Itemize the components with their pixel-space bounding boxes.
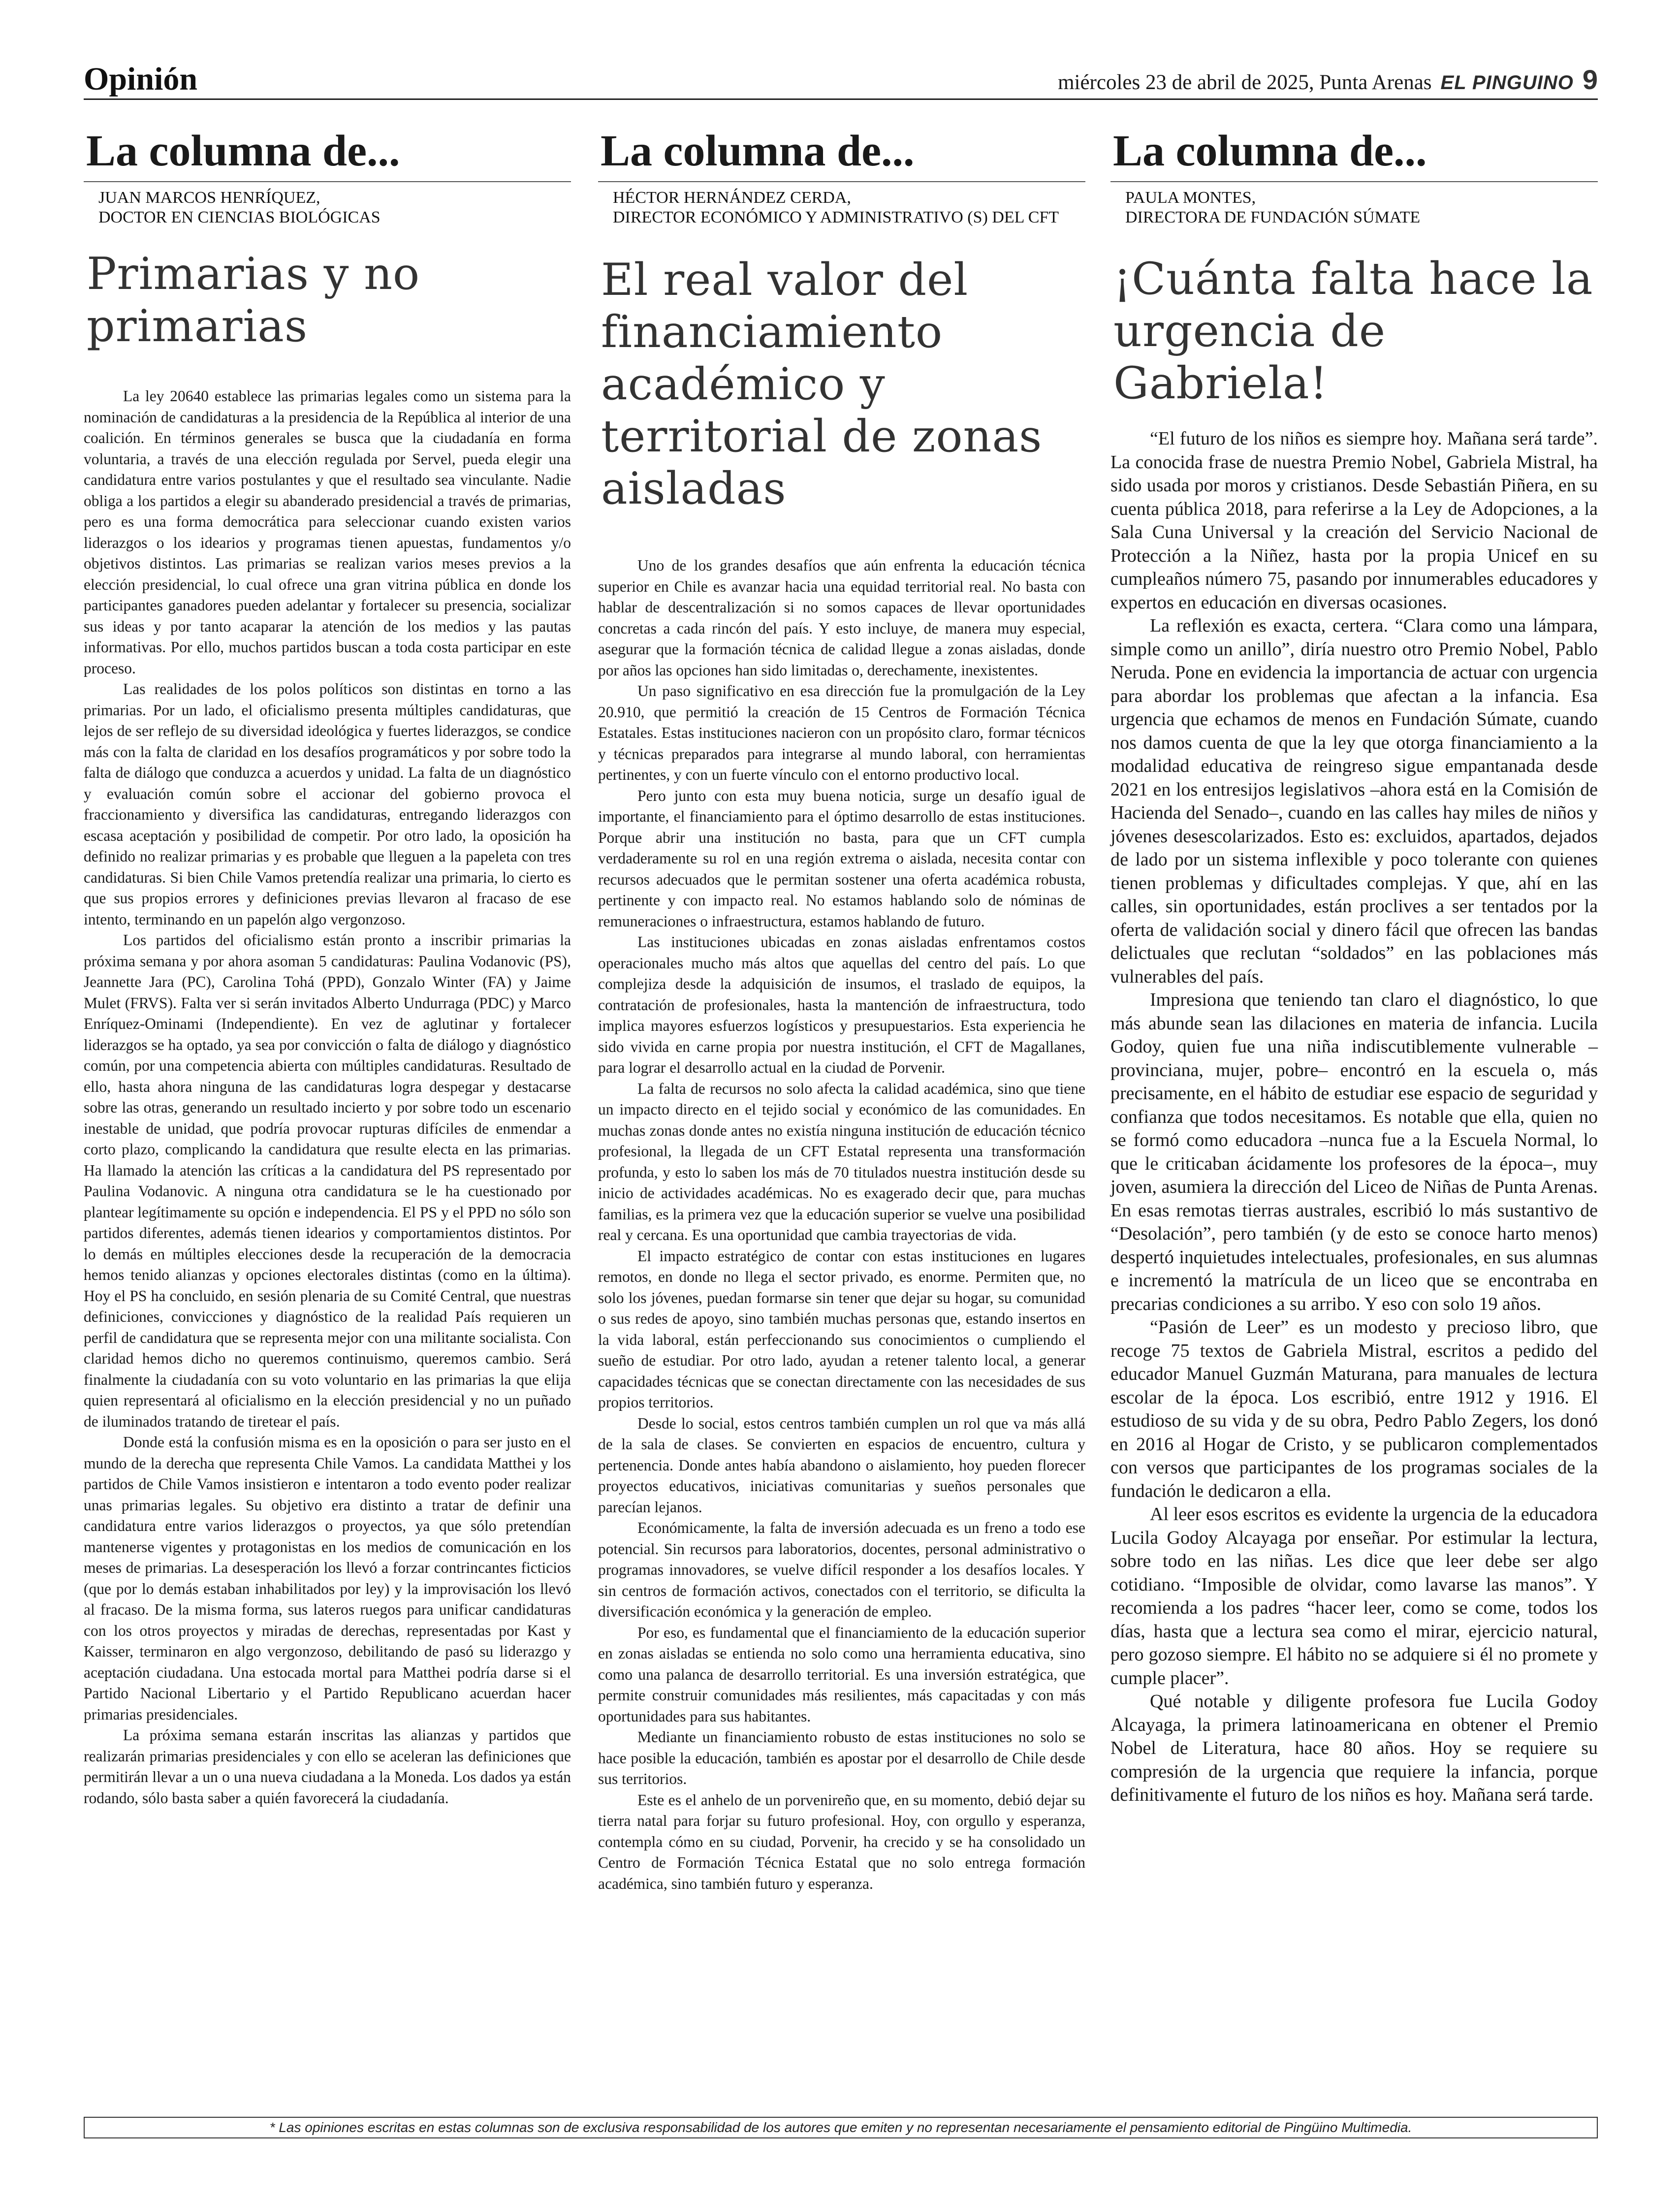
article-paragraph: Al leer esos escritos es evidente la urgencia de la educadora Lucila Godoy Alcayaga por enseñar. Por estimular la lectura, sobre todo en las niñas. Les dice que leer debe ser algo cotidiano. “Imposible de olvidar, como lavarse las manos”. Y recomienda a los padres “hacer leer, como se come, todos los días, hasta que a lectura sea como el mirar, ejercicio natural, pero gozoso siempre. El hábito no se adquiere si él no promete y cumple placer”. <box>1110 1504 1598 1688</box>
page-number: 9 <box>1582 64 1598 95</box>
author-block <box>1110 188 1598 227</box>
article-paragraph: Este es el anhelo de un porvenireño que, en su momento, debió dejar su tierra natal para forjar su futuro profesional. Hoy, con orgullo y esperanza, contempla cómo en su ciudad, Porvenir, ha crecido y se ha consolidado un Centro de Formación Técnica Estatal que no solo entrega formación académica, sino también futuro y esperanza. <box>598 1791 1085 1892</box>
author-block <box>84 188 571 227</box>
date-location: miércoles 23 de abril de 2025, Punta Arenas <box>1058 71 1432 94</box>
article-body <box>84 386 571 1809</box>
article-paragraph: La ley 20640 establece las primarias legales como un sistema para la nominación de candidaturas a la presidencia de la República al interior de una coalición. En términos generales se busca que la ciudadanía en forma voluntaria, a través de una elección regulada por Servel, pueda elegir una candidatura entre varios postulantes y que el resultado sea vinculante. Nadie obliga a los partidos a elegir su abanderado presidencial a través de primarias, pero es una forma democrática para seleccionar cuando existen varios liderazgos o los idearios y programas tienen apuestas, fundamentos y/o objetivos distintos. Las primarias se realizan varios meses previos a la elección presidencial, lo cual ofrece una gran vitrina pública en donde los participantes ganadores pueden adelantar y fortalecer su presencia, socializar sus ideas y por tanto acaparar la atención de los medios y las pautas informativas. Por ello, muchos partidos buscan a toda costa participar en este proceso. <box>84 387 571 677</box>
article-paragraph: Los partidos del oficialismo están pronto a inscribir primarias la próxima semana y por ahora asoman 5 candidaturas: Paulina Vodanovic (PS), Jeannette Jara (PC), Carolina Tohá (PPD), Gonzalo Winter (FA) y Jaime Mulet (FRVS). Falta ver si serán invitados Alberto Undurraga (PDC) y Marco Enríquez-Ominami (Independiente). En vez de aglutinar y fortalecer liderazgos se ha optado, ya sea por convicción o falta de diálogo y diagnóstico común, por una competencia abierta con múltiples candidaturas. Resultado de ello, hasta ahora ninguna de las candidaturas logra despegar y destacarse sobre las otras, generando un resultado incierto y por sobre todo un escenario inestable de unidad, que podría provocar rupturas difíciles de enmendar a corto plazo, complicando la candidatura que resulte electa en las primarias. Ha llamado la atención las críticas a la candidatura del PS representado por Paulina Vodanovic. A ninguna otra candidatura se le ha cuestionado por plantear legítimamente su opción e independencia. El PS y el PPD no sólo son partidos diferentes, además tienen idearios y comportamientos distintos. Por lo demás en múltiples elecciones desde la recuperación de la democracia hemos tenido alianzas y opciones electorales distintas (como en la última). Hoy el PS ha concluido, en sesión plenaria de su Comité Central, que nuestras definiciones, convicciones y diagnóstico de la realidad País requieren un perfil de candidatura que se representa mejor con una militante socialista. Con claridad hemos dicho no queremos continuismo, queremos cambio. Será finalmente la ciudadanía con su voto voluntario en las primarias la que elija quien representará al oficialismo en la elección presidencial y no un puñado de iluminados tratando de tiretear el país. <box>84 931 571 1430</box>
article-body <box>1110 427 1598 1807</box>
article-title: ¡Cuánta falta hace la urgencia de Gabriela! <box>1113 253 1593 409</box>
column-kicker: La columna de... <box>84 129 571 182</box>
article-title: El real valor del financiamiento académico y territorial de zonas aisladas <box>601 254 1043 514</box>
article-paragraph: Las instituciones ubicadas en zonas aisladas enfrentamos costos operacionales mucho más altos que aquellas del centro del país. Lo que complejiza desde la adquisición de insumos, el traslado de equipos, la contratación de profesionales, hasta la mantención de infraestructura, todo implica mayores esfuerzos logísticos y presupuestarios. Esta experiencia he sido vivida en carne propia por nuestra institución, el CFT de Magallanes, para lograr el desarrollo actual en la ciudad de Porvenir. <box>598 933 1085 1076</box>
column-kicker: La columna de... <box>1110 129 1598 182</box>
author-name: JUAN MARCOS HENRÍQUEZ, <box>98 189 320 207</box>
author-name: PAULA MONTES, <box>1125 189 1256 207</box>
column-3 <box>1110 129 1598 1807</box>
author-name: HÉCTOR HERNÁNDEZ CERDA, <box>613 189 851 207</box>
column-2 <box>598 129 1085 1894</box>
article-paragraph: Por eso, es fundamental que el financiamiento de la educación superior en zonas aisladas se entienda no solo como una herramienta educativa, sino como una palanca de desarrollo territorial. Es una inversión estratégica, que permite construir comunidades más resilientes, más capacitadas y con más oportunidades para sus habitantes. <box>598 1624 1085 1725</box>
author-role: DIRECTOR ECONÓMICO Y ADMINISTRATIVO (S) DEL CFT <box>613 208 1059 226</box>
article-paragraph: Un paso significativo en esa dirección fue la promulgación de la Ley 20.910, que permitió la creación de 15 Centros de Formación Técnica Estatales. Estas instituciones nacieron con un propósito claro, formar técnicos y técnicas preparados para integrarse al mundo laboral, con herramientas pertinentes, y con un fuerte vínculo con el entorno productivo local. <box>598 682 1085 783</box>
article-paragraph: Pero junto con esta muy buena noticia, surge un desafío igual de importante, el financiamiento para el óptimo desarrollo de estas instituciones. Porque abrir una institución no basta, para que un CFT cumpla verdaderamente su rol en una región extrema o aislada, necesita contar con recursos adecuados que le permitan sostener una oferta académica robusta, pertinente y con impacto real. No estamos hablando solo de nóminas de remuneraciones o infraestructura, estamos hablando de futuro. <box>598 787 1085 930</box>
article-title: Primarias y no primarias <box>87 248 420 352</box>
article-paragraph: Impresiona que teniendo tan claro el diagnóstico, lo que más abunde sean las dilaciones en materia de infancia. Lucila Godoy, quien fue una niña indiscutiblemente vulnerable –provinciana, mujer, pobre– encontró en la escuela o, más precisamente, en el hábito de estudiar ese espacio de seguridad y confianza que todos necesitamos. Es notable que ella, quien no se formó como educadora –nunca fue a la Escuela Normal, lo que le criticaban ácidamente los profesores de la época–, muy joven, asumiera la dirección del Liceo de Niñas de Punta Arenas. En esas remotas tierras australes, escribió lo más sustantivo de “Desolación”, pero también (y de esto se conoce harto menos) despertó inquietudes intelectuales, profesionales, en sus alumnas e incrementó la matrícula de un liceo que se encontraba en precarias condiciones a su arribo. Y eso con solo 19 años. <box>1110 989 1598 1314</box>
article-paragraph: “Pasión de Leer” es un modesto y precioso libro, que recoge 75 textos de Gabriela Mistral, escritos a pedido del educador Manuel Guzmán Maturana, para manuales de lectura escolar de la época. Los escribió, entre 1912 y 1916. El estudioso de su vida y de su obra, Pedro Pablo Zegers, los donó en 2016 al Hogar de Cristo, y se publicaron complementados con versos que participantes de los programas sociales de la fundación le dedicaron a ella. <box>1110 1317 1598 1501</box>
article-paragraph: Las realidades de los polos políticos son distintas en torno a las primarias. Por un lado, el oficialismo presenta múltiples candidaturas, que lejos de ser reflejo de su diversidad ideológica y fuertes liderazgos, se condice más con la falta de claridad en los desafíos programáticos y por sobre todo la falta de diálogo que conduzca a acuerdos y unidad. La falta de un diagnóstico y evaluación común sobre el accionar del gobierno provoca el fraccionamiento y diversifica las candidaturas, entregando liderazgos con escasa aceptación y posibilidad de competir. Por otro lado, la oposición ha definido no realizar primarias y es probable que lleguen a la papeleta con tres candidaturas. Si bien Chile Vamos pretendía realizar una primaria, lo cierto es que sus propios errores y definiciones previas llevaron al fracaso de ese intento, terminando en un papelón algo vergonzoso. <box>84 680 571 928</box>
article-paragraph: Económicamente, la falta de inversión adecuada es un freno a todo ese potencial. Sin recursos para laboratorios, docentes, personal administrativo o programas innovadores, se vuelve difícil responder a los desafíos locales. Y sin centros de formación activos, conectados con el territorio, se dificulta la diversificación económica y la generación de empleo. <box>598 1519 1085 1620</box>
dateline <box>1058 66 1598 94</box>
page-header <box>84 63 1598 100</box>
article-paragraph: Donde está la confusión misma es en la oposición o para ser justo en el mundo de la derecha que representa Chile Vamos. La candidata Matthei y los partidos de Chile Vamos insistieron e intentaron a todo evento poder realizar unas primarias legales. Su objetivo era distinto a tratar de definir una candidatura entre varios liderazgos o proyectos, ya que sólo pretendían mantenerse vigentes y protagonistas en los medios de comunicación en los meses de primarias. La desesperación los llevó a forzar contrincantes ficticios (que por lo demás estaban inhabilitados por ley) y la improvisación los llevó al fracaso. De la misma forma, sus lateros ruegos para unificar candidaturas con los otros proyectos y miradas de derechas, representadas por Kast y Kaisser, terminaron en algo vergonzoso, debilitando de pasó su liderazgo y aceptación ciudadana. Una estocada mortal para Matthei podría darse si el Partido Nacional Libertario y el Partido Republicano acuerdan hacer primarias presidenciales. <box>84 1433 571 1723</box>
author-role: DOCTOR EN CIENCIAS BIOLÓGICAS <box>98 208 380 226</box>
article-paragraph: Desde lo social, estos centros también cumplen un rol que va más allá de la sala de clases. Se convierten en espacios de encuentro, cultura y pertenencia. Donde antes había abandono o aislamiento, hoy pueden florecer proyectos educativos, iniciativas comunitarias y sueños personales que parecían lejanos. <box>598 1414 1085 1516</box>
newspaper-logo: EL PINGUINO <box>1440 72 1574 94</box>
column-1 <box>84 129 571 1809</box>
section-title: Opinión <box>84 61 198 97</box>
article-paragraph: Uno de los grandes desafíos que aún enfrenta la educación técnica superior en Chile es avanzar hacia una equidad territorial real. No basta con hablar de descentralización si no somos capaces de llevar oportunidades concretas a cada rincón del país. Y esto incluye, de manera muy especial, asegurar que la formación técnica de calidad llegue a zonas aisladas, donde por años las opciones han sido limitadas o, derechamente, inexistentes. <box>598 557 1085 679</box>
footer-disclaimer: * Las opiniones escritas en estas columnas son de exclusiva responsabilidad de los autores que emiten y no representan necesariamente el pensamiento editorial de Pingüino Multimedia. <box>84 2117 1598 2138</box>
article-paragraph: La reflexión es exacta, certera. “Clara como una lámpara, simple como un anillo”, diría nuestro otro Premio Nobel, Pablo Neruda. Pone en evidencia la importancia de actuar con urgencia para abordar los problemas que afectan a la infancia. Esa urgencia que echamos de menos en Fundación Súmate, cuando nos damos cuenta de que la ley que otorga financiamiento a la modalidad educativa de reingreso sigue empantanada desde 2021 en los entresijos legislativos –ahora está en la Comisión de Hacienda del Senado–, cuando en las calles hay miles de niños y jóvenes desescolarizados. Esto es: excluidos, apartados, dejados de lado por un sistema inflexible y poco tolerante con quienes tienen problemas y dificultades complejas. Y que, ahí en las calles, sin oportunidades, están proclives a ser tentados por la oferta de validación social y dinero fácil que ofrecen las bandas delictuales que reclutan “soldados” en las poblaciones más vulnerables del país. <box>1110 615 1598 987</box>
author-role: DIRECTORA DE FUNDACIÓN SÚMATE <box>1125 208 1421 226</box>
author-block <box>598 188 1085 227</box>
article-paragraph: La falta de recursos no solo afecta la calidad académica, sino que tiene un impacto directo en el tejido social y económico de las comunidades. En muchas zonas donde antes no existía ninguna institución de educación técnico profesional, la llegada de un CFT Estatal representa una transformación profunda, y esto lo saben los más de 70 titulados nuestra institución desde su inicio de actividades académicas. No es exagerado decir que, para muchas familias, es la primera vez que la educación superior se vuelve una posibilidad real y cercana. Es una oportunidad que cambia trayectorias de vida. <box>598 1080 1085 1243</box>
article-paragraph: “El futuro de los niños es siempre hoy. Mañana será tarde”. La conocida frase de nuestra Premio Nobel, Gabriela Mistral, ha sido usada por moros y cristianos. Desde Sebastián Piñera, en su cuenta pública 2018, para referirse a la Ley de Adopciones, a la Sala Cuna Universal y la creación del Servicio Nacional de Protección a la Niñez, hasta por la propia Unicef en su cumpleaños número 75, pasando por innumerables educadores y expertos en educación en diversas ocasiones. <box>1110 428 1598 613</box>
article-paragraph: Mediante un financiamiento robusto de estas instituciones no solo se hace posible la educación, también es apostar por el desarrollo de Chile desde sus territorios. <box>598 1728 1085 1787</box>
article-paragraph: El impacto estratégico de contar con estas instituciones en lugares remotos, en donde no llega el sector privado, es enorme. Permiten que, no solo los jóvenes, puedan formarse sin tener que dejar su hogar, su comunidad o sus redes de apoyo, sino también muchas personas que, estando insertos en la vida laboral, están perfeccionando sus conocimientos o cumpliendo el sueño de estudiar. Por otro lado, ayudan a retener talento local, a generar capacidades técnicas que se conectan directamente con las necesidades de sus propios territorios. <box>598 1247 1085 1411</box>
column-kicker: La columna de... <box>598 129 1085 182</box>
article-paragraph: Qué notable y diligente profesora fue Lucila Godoy Alcayaga, la primera latinoamericana en obtener el Premio Nobel de Literatura, hace 80 años. Hoy se requiere su compresión de la urgencia que requiere la infancia, porque definitivamente el futuro de los niños es hoy. Mañana será tarde. <box>1110 1691 1598 1805</box>
article-paragraph: La próxima semana estarán inscritas las alianzas y partidos que realizarán primarias presidenciales y con ello se aceleran las definiciones que permitirán llevar a un o una nueva ciudadana a la Moneda. Los dados ya están rodando, sólo basta saber a quién favorecerá la ciudadanía. <box>84 1726 571 1807</box>
article-body <box>598 555 1085 1894</box>
